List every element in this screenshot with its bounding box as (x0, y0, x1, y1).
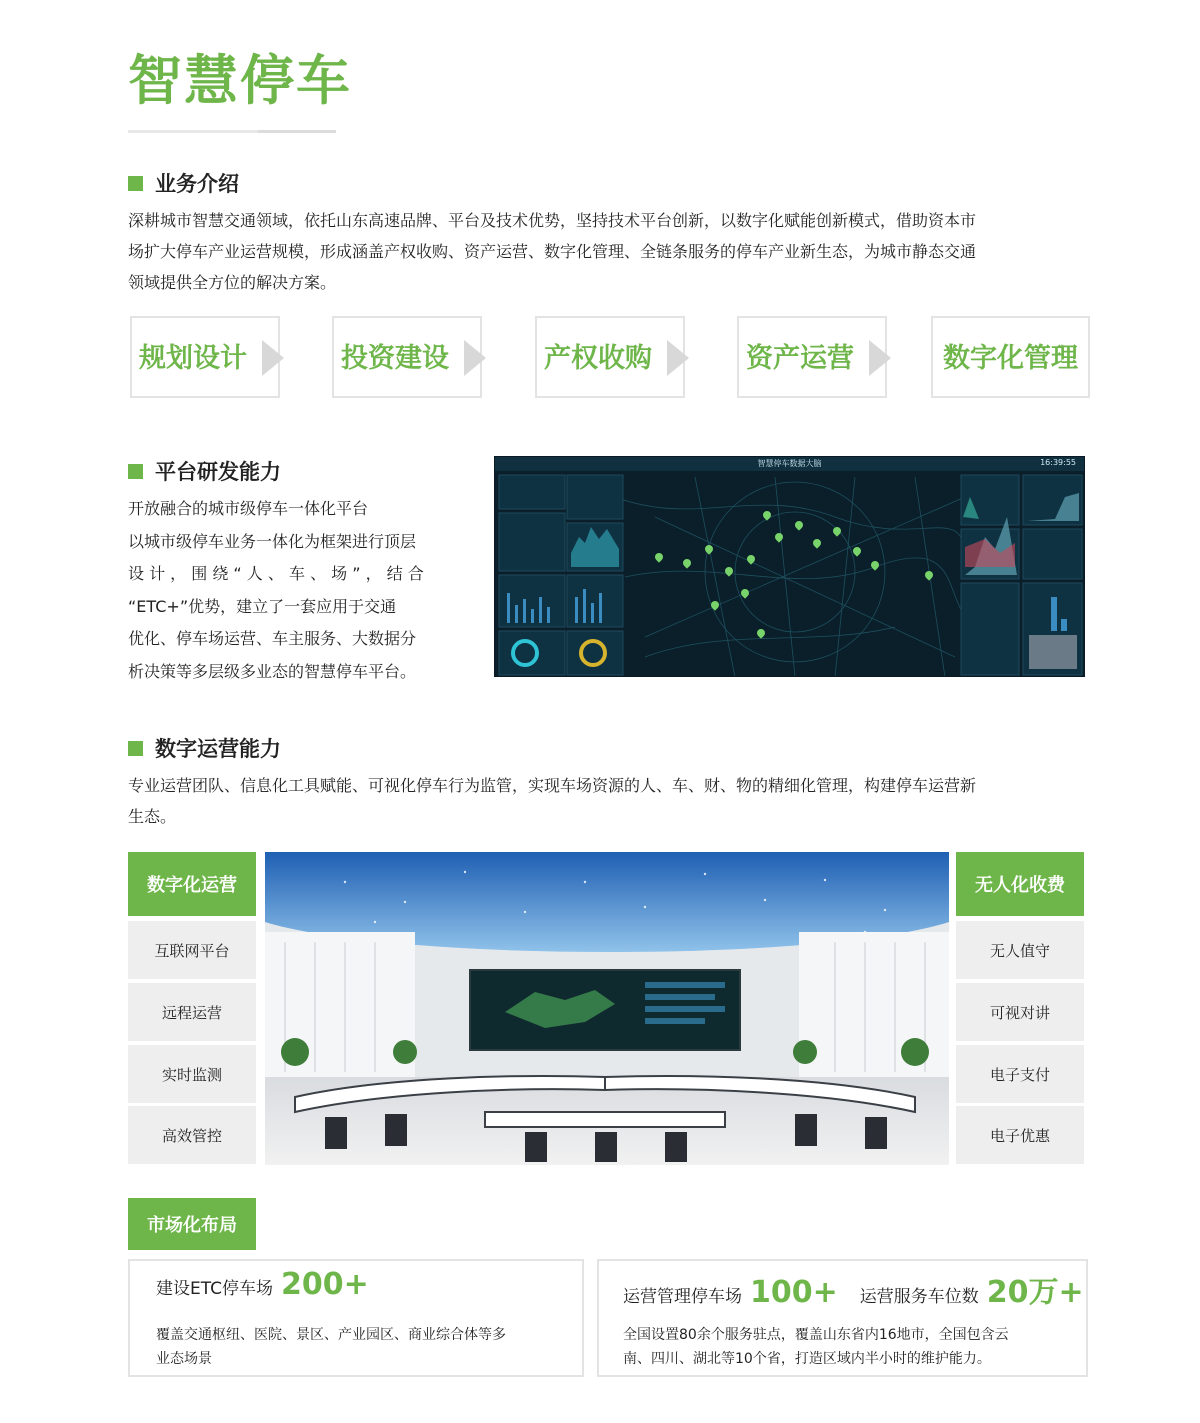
description-line: 覆盖交通枢纽、医院、景区、产业园区、商业综合体等多 (156, 1327, 506, 1343)
paragraph-line: 专业运营团队、信息化工具赋能、可视化停车行为监管，实现车场资源的人、车、财、物的精细化管理，构建停车运营新 (128, 776, 977, 795)
dashboard-map-graphic (495, 457, 1085, 677)
list-item: 可视对讲 (956, 983, 1084, 1041)
arrow-right-icon (667, 340, 689, 376)
flow-step-acquisition (535, 316, 685, 398)
list-item: 远程运营 (128, 983, 256, 1041)
square-bullet-icon (128, 176, 143, 191)
flow-step-label: 数字化管理 (943, 343, 1078, 374)
section-heading-label: 业务介绍 (155, 172, 239, 196)
stat-label: 运营管理停车场 (623, 1287, 742, 1307)
flow-step-investment (332, 316, 482, 398)
section-heading-platform (128, 456, 281, 486)
stat-label: 运营服务车位数 (859, 1287, 979, 1307)
stat-label: 建设ETC停车场 (156, 1279, 273, 1299)
square-bullet-icon (128, 741, 143, 756)
stat-number: 100+ (750, 1275, 838, 1310)
paragraph-line: 析决策等多层级多业态的智慧停车平台。 (128, 661, 417, 681)
control-center-illustration (265, 852, 949, 1165)
flow-step-label: 产权收购 (544, 343, 652, 374)
paragraph-line: “ETC+”优势，建立了一套应用于交通 (128, 596, 397, 616)
unmanned-charging-header: 无人化收费 (956, 852, 1084, 916)
paragraph-line: 以城市级停车业务一体化为框架进行顶层 (128, 531, 417, 551)
paragraph-line: 领域提供全方位的解决方案。 (128, 273, 337, 292)
stat-number: 200+ (281, 1267, 369, 1302)
description-line: 全国设置80余个服务驻点，覆盖山东省内16地市，全国包含云 (623, 1327, 1009, 1343)
section-heading-operation (128, 733, 281, 763)
market-layout-header: 市场化布局 (128, 1198, 256, 1250)
business-paragraph (128, 205, 1088, 298)
operation-paragraph (128, 770, 1088, 832)
list-item: 互联网平台 (128, 921, 256, 979)
paragraph-line: 设 计 ， 围 绕 “ 人 、 车 、 场 ” ， 结 合 (128, 564, 424, 583)
etc-parking-card (128, 1259, 584, 1377)
square-bullet-icon (128, 464, 143, 479)
platform-paragraph (128, 493, 468, 688)
paragraph-line: 生态。 (128, 807, 177, 826)
flow-step-label: 投资建设 (341, 343, 449, 374)
list-item: 高效管控 (128, 1106, 256, 1164)
page-title: 智慧停车 (128, 49, 352, 112)
flow-step-label: 资产运营 (746, 343, 854, 374)
etc-parking-stat (156, 1267, 369, 1302)
list-item: 电子优惠 (956, 1106, 1084, 1164)
description-line: 业态场景 (156, 1351, 212, 1367)
dashboard-screenshot (494, 456, 1085, 677)
card-description (623, 1323, 1073, 1371)
card-description (156, 1323, 576, 1371)
section-heading-label: 平台研发能力 (155, 460, 281, 484)
arrow-right-icon (262, 340, 284, 376)
flow-step-asset-operation (737, 316, 887, 398)
flow-step-digital-management (931, 316, 1090, 398)
dashboard-title: 智慧停车数据大脑 (757, 459, 822, 468)
paragraph-line: 开放融合的城市级停车一体化平台 (128, 499, 369, 518)
stat-number: 20万+ (986, 1275, 1084, 1310)
operation-scale-stats (623, 1267, 1084, 1311)
operation-scale-card (597, 1259, 1088, 1377)
description-line: 南、四川、湖北等10个省，打造区域内半小时的维护能力。 (623, 1351, 991, 1367)
arrow-right-icon (869, 340, 891, 376)
section-heading-business (128, 168, 239, 198)
control-center-photo (265, 852, 949, 1165)
list-item: 无人值守 (956, 921, 1084, 979)
list-item: 电子支付 (956, 1045, 1084, 1103)
paragraph-line: 深耕城市智慧交通领域，依托山东高速品牌、平台及技术优势，坚持技术平台创新，以数字化赋能创新模式，借助资本市 (128, 211, 977, 230)
list-item: 实时监测 (128, 1045, 256, 1103)
paragraph-line: 优化、停车场运营、车主服务、大数据分 (128, 629, 417, 648)
section-heading-label: 数字运营能力 (155, 737, 281, 761)
title-divider (128, 130, 336, 133)
flow-step-planning (130, 316, 280, 398)
dashboard-clock: 16:39:55 (1040, 458, 1076, 467)
flow-step-label: 规划设计 (139, 343, 247, 374)
paragraph-line: 场扩大停车产业运营规模，形成涵盖产权收购、资产运营、数字化管理、全链条服务的停车产业新生态，为城市静态交通 (128, 242, 977, 261)
digital-operation-header: 数字化运营 (128, 852, 256, 916)
arrow-right-icon (464, 340, 486, 376)
